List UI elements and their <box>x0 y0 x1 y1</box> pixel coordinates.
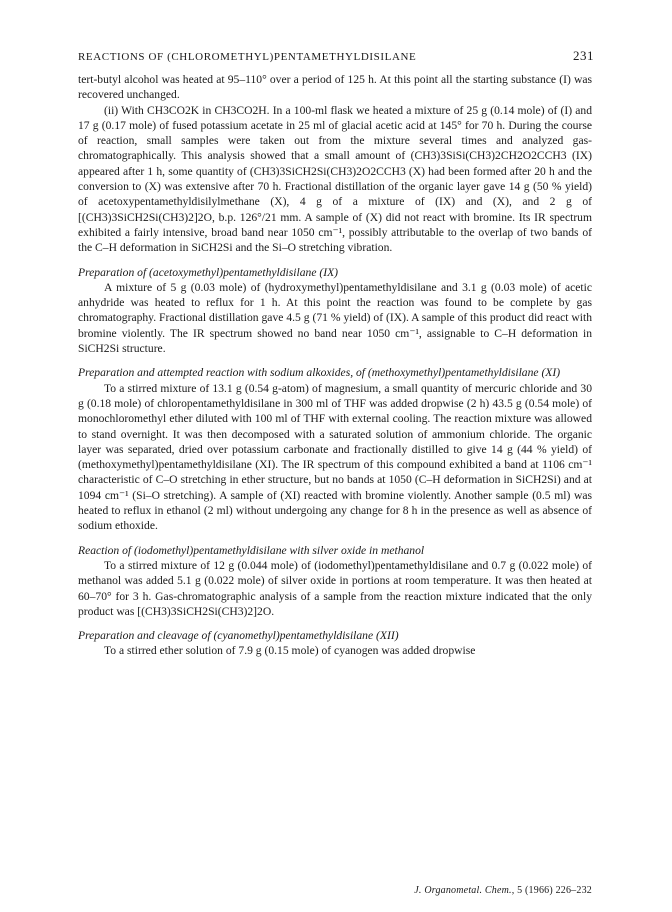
paragraph-methoxymethyl: To a stirred mixture of 13.1 g (0.54 g-atom) of magnesium, a small quantity of mercuric chloride and 30 g (0.18 mole) of chloropentamethyldisilane in 300 ml of THF was added dropwise (2 h) 43.5 g (0.54 mole) of monochloromethyl ether diluted with 100 ml of THF with external cooling. The reaction mixture was allowed to stand overnight. It was then decomposed with a saturated solution of ammonium chloride. The organic layer was separated, dried over potassium carbonate and fractionally distilled to give 14 g (44 % yield) of (methoxymethyl)pentamethyldisilane (XI). The IR spectrum of this compound exhibited a band at 1106 cm⁻¹ characteristic of C–O stretching in ether structure, but no bands at 1050 (C–H deformation in SiCH2Si) and at 1094 cm⁻¹ (Si–O stretching). A sample of (XI) reacted with bromine violently. Another sample (0.5 ml) was heated to reflux in ethanol (2 ml) without undergoing any change for 8 h in the presence as well as absence of sodium ethoxide. <box>78 381 592 533</box>
journal-citation: 5 (1966) 226–232 <box>517 885 592 896</box>
page-footer <box>414 885 592 896</box>
page-number: 231 <box>573 48 594 63</box>
section-heading-cyanomethyl: Preparation and cleavage of (cyanomethyl)pentamethyldisilane (XII) <box>78 629 399 643</box>
running-title: REACTIONS OF (CHLOROMETHYL)PENTAMETHYLDISILANE <box>78 51 417 63</box>
section-heading-methoxymethyl: Preparation and attempted reaction with sodium alkoxides, of (methoxymethyl)pentamethyldisilane (XI) <box>78 366 561 380</box>
paragraph-continuation: tert-butyl alcohol was heated at 95–110° over a period of 125 h. At this point all the starting substance (I) was recovered unchanged. <box>78 73 592 102</box>
section-heading-acetoxymethyl: Preparation of (acetoxymethyl)pentamethyldisilane (IX) <box>78 265 339 279</box>
page-header <box>78 48 594 64</box>
paragraph-acetoxymethyl: A mixture of 5 g (0.03 mole) of (hydroxymethyl)pentamethyldisilane and 3.1 g (0.03 mole) of acetic anhydride was heated to reflux for 1 h. At this point the reaction was found to be complete by gas chromatography. Fractional distillation gave 4.5 g (71 % yield) of (IX). A sample of this product did react with bromine violently. The IR spectrum showed no band near 1050 cm⁻¹, assignable to C–H deformation in SiCH2Si structure. <box>78 280 592 356</box>
paragraph-cyanomethyl: To a stirred ether solution of 7.9 g (0.15 mole) of cyanogen was added dropwise <box>104 644 476 658</box>
article-body <box>78 72 592 659</box>
section-heading-iodomethyl: Reaction of (iodomethyl)pentamethyldisilane with silver oxide in methanol <box>78 543 425 557</box>
journal-name: J. Organometal. Chem., <box>414 885 515 896</box>
paragraph-acetate-reaction: (ii) With CH3CO2K in CH3CO2H. In a 100-ml flask we heated a mixture of 25 g (0.14 mole) of (I) and 17 g (0.17 mole) of fused potassium acetate in 25 ml of glacial acetic acid at 145° for 70 h. During the course of reaction, small samples were taken out from the mixture several times and analyzed gas-chromatographically. This analysis showed that a small amount of (CH3)3SiSi(CH3)2CH2O2CCH3 (IX) appeared after 1 h, some quantity of (CH3)3SiCH2Si(CH3)2O2CCH3 (X) had been formed after 20 h and the conversion to (X) was extensive after 70 h. Fractional distillation of the organic layer gave 14 g (50 % yield) of acetoxypentamethyldisilylmethane (X), 4 g of a mixture of (IX) and (X), and 2 g of [(CH3)3SiCH2Si(CH3)2]2O, b.p. 126°/21 mm. A sample of (X) did not react with bromine. Its IR spectrum exhibited a fairly intensive, broad band near 1050 cm⁻¹, possibly attributable to the overlap of two bands of the C–H deformation in SiCH2Si and the Si–O stretching vibration. <box>78 103 592 255</box>
paragraph-iodomethyl: To a stirred mixture of 12 g (0.044 mole) of (iodomethyl)pentamethyldisilane and 0.7 g (0.022 mole) of methanol was added 5.1 g (0.022 mole) of silver oxide in portions at room temperature. It was then heated at 60–70° for 3 h. Gas-chromatographic analysis of a sample from the reaction mixture indicated that the only product was [(CH3)3SiCH2Si(CH3)2]2O. <box>78 558 592 618</box>
